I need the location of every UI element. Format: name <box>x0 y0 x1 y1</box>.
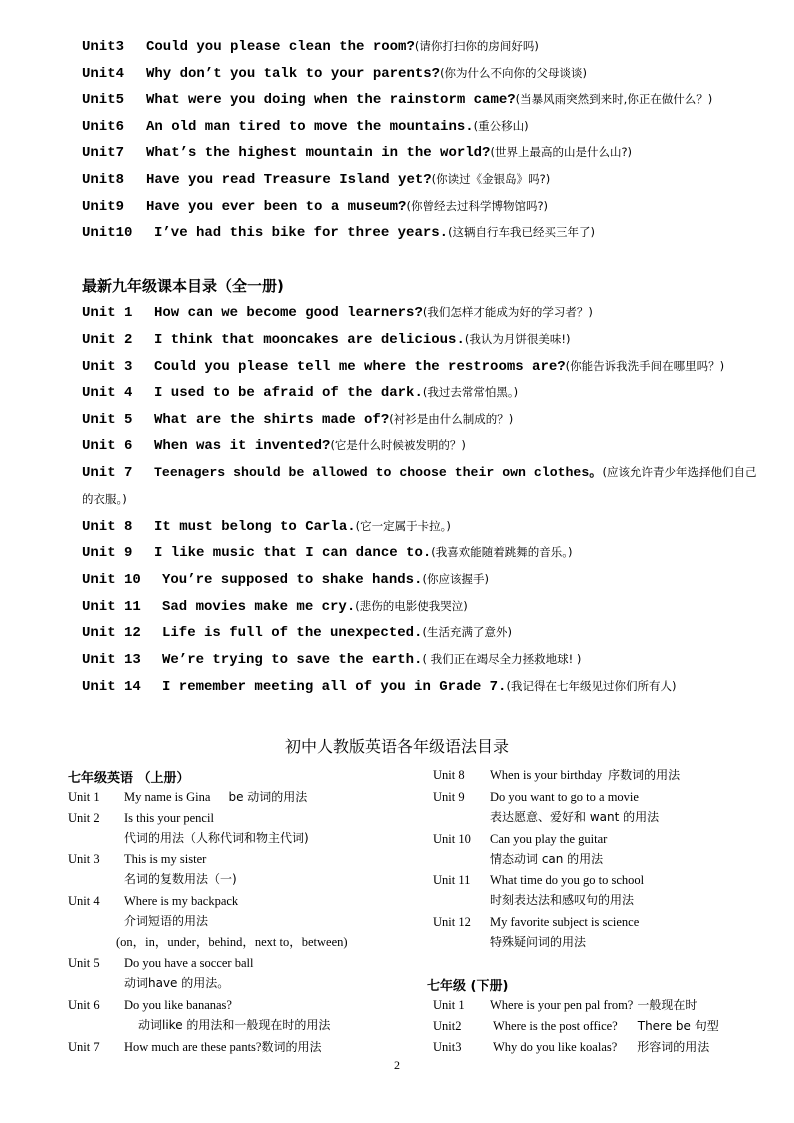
grammar-note: 时刻表达法和感叹句的用法 <box>490 893 635 907</box>
grammar-item: Unit 1 My name is Gina be 动词的用法 <box>68 790 308 804</box>
grammar-note: 代词的用法（人称代词和物主代词) <box>124 831 309 845</box>
grammar-item: Unit 8 When is your birthday 序数词的用法 <box>433 768 681 782</box>
unit-line: Unit 2 I think that mooncakes are delicious.(我认为月饼很美味!) <box>82 332 571 348</box>
unit-line: Unit6 An old man tired to move the mountains.(重公移山) <box>82 119 529 135</box>
grammar-item: Unit 2 Is this your pencil <box>68 811 214 825</box>
grammar-note: 表达愿意、爱好和 want 的用法 <box>490 810 660 824</box>
grammar-item: Unit2 Where is the post office? There be 句型 <box>433 1019 719 1033</box>
unit-line: Unit5 What were you doing when the rainstorm came?(当暴风雨突然到来时,你正在做什么？) <box>82 92 713 108</box>
grammar-note: 情态动词 can 的用法 <box>490 852 604 866</box>
grade9-heading: 最新九年级课本目录（全一册) <box>82 277 284 295</box>
grammar-item: Unit3 Why do you like koalas? 形容词的用法 <box>433 1040 710 1054</box>
grammar-item: Unit 11 What time do you go to school <box>433 873 645 887</box>
unit-line: Unit 3 Could you please tell me where the restrooms are?(你能告诉我洗手间在哪里吗？) <box>82 359 725 375</box>
grammar-item: Unit 12 My favorite subject is science <box>433 915 640 929</box>
unit7-continuation: 的衣服。) <box>82 492 127 506</box>
unit-line: Unit 13 We’re trying to save the earth.( 我们正在竭尽全力拯救地球! ) <box>82 652 582 668</box>
unit-line: Unit 8 It must belong to Carla.(它一定属于卡拉。) <box>82 519 451 535</box>
grammar-item: Unit 3 This is my sister <box>68 852 207 866</box>
unit-line: Unit 11 Sad movies make me cry.(悲伤的电影使我哭泣) <box>82 599 468 615</box>
unit-line: Unit9 Have you ever been to a museum?(你曾经去过科学博物馆吗?) <box>82 199 549 215</box>
page-number: 2 <box>394 1058 400 1072</box>
unit-line: Unit10 I’ve had this bike for three years.(这辆自行车我已经买三年了) <box>82 225 596 241</box>
grammar-title: 初中人教版英语各年级语法目录 <box>284 737 509 756</box>
unit-line: Unit8 Have you read Treasure Island yet?(你读过《金银岛》吗?) <box>82 172 551 188</box>
unit-line: Unit 9 I like music that I can dance to.(我喜欢能随着跳舞的音乐。) <box>82 545 573 561</box>
unit-line: Unit 4 I used to be afraid of the dark.(我过去常常怕黑。) <box>82 385 519 401</box>
grammar-item: Unit 1 Where is your pen pal from? 一般现在时 <box>433 998 698 1012</box>
grammar-item: Unit 5 Do you have a soccer ball <box>68 956 254 970</box>
unit-line: Unit 6 When was it invented?(它是什么时候被发明的？) <box>82 438 466 454</box>
unit-line: Unit 7 Teenagers should be allowed to choose their own clothes。(应该允许青少年选择他们自己 <box>82 465 757 481</box>
grammar-item: Unit 7 How much are these pants?数词的用法 <box>68 1040 322 1054</box>
unit-line: Unit3 Could you please clean the room?(请你打扫你的房间好吗) <box>82 39 539 55</box>
grammar-note: 特殊疑问词的用法 <box>490 935 587 949</box>
unit-line: Unit 5 What are the shirts made of?(衬衫是由什么制成的？) <box>82 412 514 428</box>
g7a-heading: 七年级英语 （上册） <box>68 771 190 786</box>
grammar-note: 动词have 的用法。 <box>124 976 230 990</box>
unit-line: Unit 1 How can we become good learners?(我们怎样才能成为好的学习者？) <box>82 305 593 321</box>
unit-line: Unit 12 Life is full of the unexpected.(生活充满了意外) <box>82 625 512 641</box>
grammar-note: 名词的复数用法（一) <box>124 872 237 886</box>
grammar-item: Unit 6 Do you like bananas? <box>68 998 232 1012</box>
grammar-note: 介词短语的用法 <box>124 914 209 928</box>
unit-line: Unit7 What’s the highest mountain in the world?(世界上最高的山是什么山?) <box>82 145 633 161</box>
g7b-heading: 七年级 (下册) <box>427 979 509 994</box>
unit-line: Unit 14 I remember meeting all of you in Grade 7.(我记得在七年级见过你们所有人) <box>82 679 677 695</box>
unit-line: Unit 10 You’re supposed to shake hands.(你应该握手) <box>82 572 489 588</box>
unit-line: Unit4 Why don’t you talk to your parents?(你为什么不向你的父母谈谈) <box>82 66 588 82</box>
grammar-item: Unit 4 Where is my backpack <box>68 894 239 908</box>
grammar-note-extra: (on，in，under，behind，next to，between) <box>116 935 348 949</box>
grammar-item: Unit 9 Do you want to go to a movie <box>433 790 639 804</box>
grammar-note: 动词like 的用法和一般现在时的用法 <box>138 1018 331 1032</box>
grammar-item: Unit 10 Can you play the guitar <box>433 832 608 846</box>
